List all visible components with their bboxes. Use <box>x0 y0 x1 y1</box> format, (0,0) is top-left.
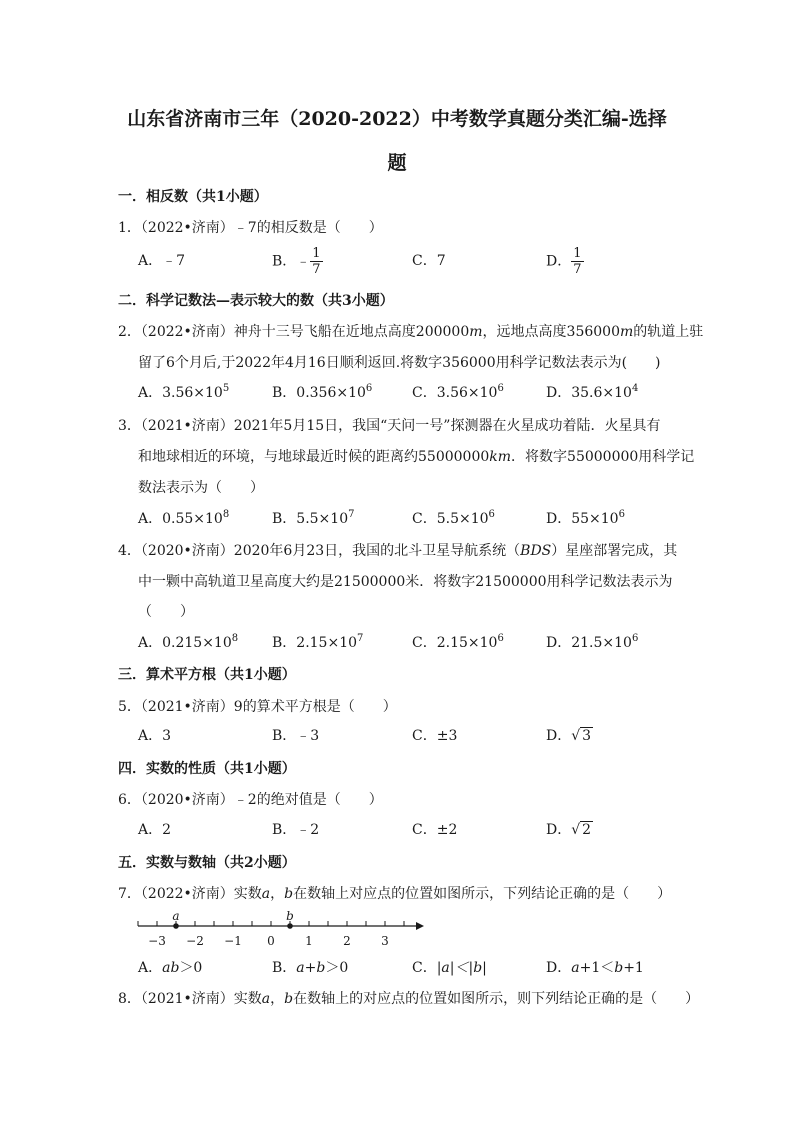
question-4-line1: 4．（2020•济南）2020年6月23日，我国的北斗卫星导航系统（BDS）星座部署完成，其 <box>118 543 678 559</box>
question-6: 6．（2020•济南）﹣2的绝对值是（ ） <box>118 792 383 808</box>
question-2-line1: 2．（2022•济南）神舟十三号飞船在近地点高度200000m，远地点高度356000m的轨道上驻 <box>118 324 704 340</box>
axis-tick-label: 3 <box>381 934 389 948</box>
option-d: D．√ 3 <box>546 725 593 747</box>
question-1: 1．（2022•济南）﹣7的相反数是（ ） <box>118 220 383 236</box>
question-4-options <box>138 632 698 656</box>
point-a-label: a <box>172 909 180 923</box>
section-heading: 四．实数的性质（共1小题） <box>118 761 296 777</box>
point-b-marker <box>287 923 293 929</box>
axis-tick-label: −1 <box>224 934 242 948</box>
question-4-line3: （ ） <box>138 604 194 620</box>
section-heading: 三．算术平方根（共1小题） <box>118 667 296 683</box>
option-c: C．7 <box>412 253 446 269</box>
option-a: A．2 <box>138 822 172 838</box>
option-c: C．|a|＜|b| <box>412 960 487 976</box>
sqrt-symbol: √ 3 <box>571 728 592 744</box>
option-c: C．±3 <box>412 728 458 744</box>
option-b: B．﹣ $\frac{1}{7}$ <box>272 246 321 277</box>
fraction: $\frac{1}{7}$ <box>573 246 582 277</box>
question-8: 8．（2021•济南）实数a，b在数轴上的对应点的位置如图所示，则下列结论正确的是（ ） <box>118 991 700 1007</box>
question-5: 5．（2021•济南）9的算术平方根是（ ） <box>118 699 397 715</box>
fraction: $\frac{1}{7}$ <box>312 246 321 277</box>
axis-tick-label: 2 <box>343 934 351 948</box>
question-2-line2: 留了6个月后,于2022年4月16日顺利返回.将数字356000用科学记数法表示为( ) <box>138 355 661 371</box>
question-7-options <box>138 957 698 981</box>
section-heading: 二．科学记数法—表示较大的数（共3小题） <box>118 293 394 309</box>
option-a: A．$3.56\times 10^5$ <box>138 383 230 401</box>
axis-tick-label: 0 <box>267 934 275 948</box>
option-b: B．a+b＞0 <box>272 960 349 976</box>
point-b-label: b <box>286 909 294 923</box>
question-6-options <box>138 819 698 843</box>
option-a: A．3 <box>138 728 172 744</box>
question-3-line1: 3．（2021•济南）2021年5月15日，我国“天问一号”探测器在火星成功着陆．火星具有 <box>118 418 661 434</box>
option-c: C．±2 <box>412 822 458 838</box>
axis-tick-label: −2 <box>186 934 204 948</box>
option-c: C．$5.5\times 10^6$ <box>412 509 495 527</box>
document-title-line1: 山东省济南市三年（2020-2022）中考数学真题分类汇编-选择 <box>127 108 667 130</box>
option-d: D． $\frac{1}{7}$ <box>546 246 582 277</box>
section-heading: 一．相反数（共1小题） <box>118 189 268 205</box>
option-a: A．$0.55\times 10^8$ <box>138 509 230 527</box>
question-1-options <box>138 246 698 277</box>
sqrt-symbol: √ 2 <box>571 822 592 838</box>
question-5-options <box>138 725 698 749</box>
question-3-line2: 和地球相近的环境，与地球最近时候的距离约55000000km．将数字55000000用科学记 <box>138 449 695 465</box>
option-d: D．$55\times 10^6$ <box>546 509 625 527</box>
question-3-options <box>138 508 698 532</box>
option-b: B．$0.356\times 10^6$ <box>272 383 373 401</box>
document-title-line2: 题 <box>387 152 407 174</box>
option-a: A．$0.215\times 10^8$ <box>138 633 239 651</box>
question-3-line3: 数法表示为（ ） <box>138 480 264 496</box>
option-c: C．$2.15\times 10^6$ <box>412 633 504 651</box>
option-b: B．$2.15\times 10^7$ <box>272 633 364 651</box>
option-b: B．﹣2 <box>272 822 320 838</box>
axis-arrow-icon <box>416 922 424 930</box>
section-heading: 五．实数与数轴（共2小题） <box>118 855 296 871</box>
option-c: C．$3.56\times 10^6$ <box>412 383 504 401</box>
option-d: D．a+1＜b+1 <box>546 960 644 976</box>
option-a: A．﹣7 <box>138 253 186 269</box>
axis-tick-label: 1 <box>305 934 313 948</box>
question-7: 7．（2022•济南）实数a，b在数轴上对应点的位置如图所示，下列结论正确的是（ ） <box>118 886 672 902</box>
axis-tick-label: −3 <box>148 934 166 948</box>
option-b: B．$5.5\times 10^7$ <box>272 509 355 527</box>
option-a: A．ab＞0 <box>138 960 203 976</box>
option-d: D．$35.6\times 10^4$ <box>546 383 639 401</box>
option-d: D．$21.5\times 10^6$ <box>546 633 639 651</box>
option-d: D．√ 2 <box>546 819 593 841</box>
question-2-options <box>138 382 698 406</box>
question-4-line2: 中一颗中高轨道卫星高度大约是21500000米．将数字21500000用科学记数法表示为 <box>138 574 673 590</box>
point-a-marker <box>173 923 179 929</box>
number-line-figure <box>134 906 424 950</box>
option-b: B．﹣3 <box>272 728 320 744</box>
